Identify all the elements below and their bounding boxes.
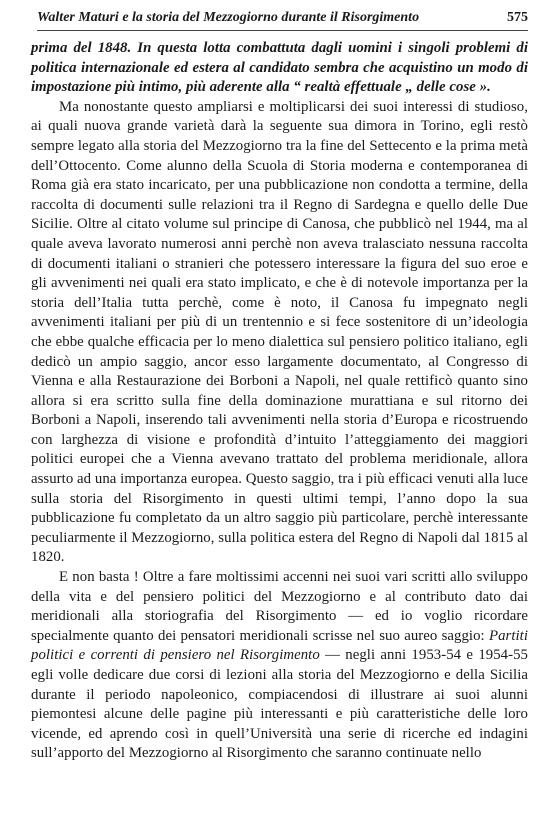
paragraph-quote: prima del 1848. In questa lotta combattuta dagli uomini i singoli problemi di politica internazionale ed estera al candidato sembra che acquistino un modo di impostazione più intimo, più aderente alla “ realtà effettuale „ delle cose ». bbox=[31, 40, 528, 96]
paragraph-3-text-b: — negli anni 1953-54 e 1954-55 egli volle dedicare due corsi di lezioni alla storia del Mezzogiorno e della Sicilia durante il periodo napoleonico, compiacendosi di illustrare ai suoi alunni piemontesi alcune delle pagine più interessanti e più caratteristiche delle loro vicende, ed aprendo così in quell’Università una serie di ricerche ed indagini sull’apporto del Mezzogiorno al Risorgimento che saranno continuate nello bbox=[31, 647, 529, 762]
body-text bbox=[31, 39, 528, 764]
paragraph-3-text-a: E non basta ! Oltre a fare moltissimi accenni nei suoi vari scritti allo sviluppo della vita e del pensiero politici del Mezzogiorno e al contributo dato dai meridionali alla storiografia del Risorgimento — ed io voglio ricordare specialmente quanto dei pensatori meridionali scrisse nel suo aureo saggio: bbox=[31, 569, 528, 644]
running-title: Walter Maturi e la storia del Mezzogiorno durante il Risorgimento bbox=[37, 10, 420, 25]
running-header bbox=[37, 8, 528, 31]
paragraph-3 bbox=[31, 568, 528, 764]
cited-work-title: Partiti politici e correnti di pensiero nel Risorgimento bbox=[31, 627, 528, 664]
paragraph-2: Ma nonostante questo ampliarsi e moltiplicarsi dei suoi interessi di studioso, ai quali nuova grande varietà darà la seguente sua dimora in Torino, egli restò sempre legato alla storia del Mezzogiorno tra la fine del Settecento e la prima metà dell’Ottocento. Come alunno della Scuola di Storia moderna e contemporanea di Roma già era stato incaricato, per una pubblicazione non condotta a termine, della raccolta di documenti sulle relazioni tra il Regno di Sardegna e quello delle Due Sicilie. Oltre al citato volume sul principe di Canosa, che pubblicò nel 1944, ma al quale aveva lavorato numerosi anni perchè non aveva tralasciato nessuna raccolta di documenti italiani o stranieri che potessero interessare la figura del suo eroe e gli avvenimenti nei quali era stato implicato, e che è di notevole importanza per la storia dell’Italia tutta perchè, come è noto, il Canosa fu impegnato negli avvenimenti italiani per più di un trentennio e si fece sostenitore di un’ideologia che ebbe qualche efficacia per lo meno dialettica sul pensiero politico italiano, egli dedicò un ampio saggio, ancor esso largamente documentato, al Congresso di Vienna e alla Restaurazione dei Borboni a Napoli, nel quale rettificò quanto sino allora si era scritto sulla fine della dominazione murattiana e sul ritorno dei Borboni a Napoli, inserendo tali avvenimenti nella storia d’Europa e ricostruendo con larghezza di visione e profondità d’intuito l’atteggiamento dei maggiori politici europei che a Vienna avevano trattato del problema meridionale, allora assurto ad una importanza europea. Questo saggio, tra i più efficaci venuti alla luce sulla storia del Risorgimento in questi ultimi tempi, l’anno dopo la sua pubblicazione fu completato da un altro saggio più particolare, perchè interessante peculiarmente il Mezzogiorno, sulla politica estera del Regno di Napoli dal 1815 al 1820. bbox=[31, 98, 528, 566]
page-number: 575 bbox=[507, 10, 528, 25]
